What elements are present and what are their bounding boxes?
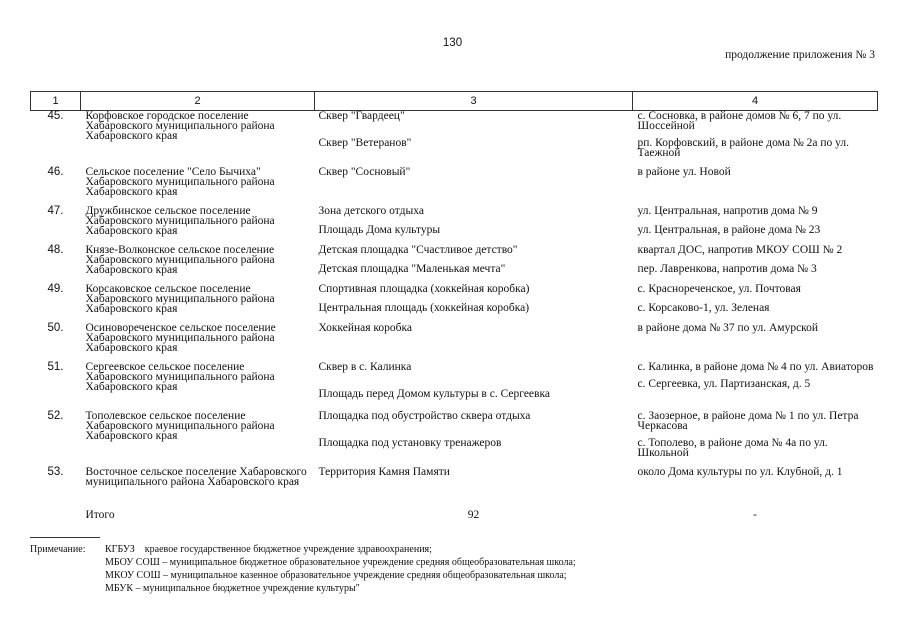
note-item: КГБУЗ краевое государственное бюджетное учреждение здравоохранения; [105,544,432,555]
address-cell [633,245,878,284]
settlement-name: Дружбинское сельское поселение Хабаровского муниципального района Хабаровского края [85,204,275,237]
object-cell [315,245,633,284]
object-name: Детская площадка "Счастливое детство" [318,243,518,256]
object-address: квартал ДОС, напротив МКОУ СОШ № 2 [637,243,843,256]
row-number: 51. [47,360,64,373]
object-address: ул. Центральная, в районе дома № 23 [637,223,821,236]
object-name: Площадка под обустройство сквера отдыха [318,409,531,422]
continuation-label: продолжение приложения № 3 [725,49,875,61]
object-address: с. Заозерное, в районе дома № 1 по ул. Петра Черкасова [637,409,859,432]
object-address: в районе дома № 37 по ул. Амурской [637,321,819,334]
table-row [31,111,878,167]
object-name: Центральная площадь (хоккейная коробка) [318,301,530,314]
object-name: Сквер "Гвардеец" [318,110,405,122]
note-item: МБУК – муниципальное бюджетное учреждение культуры" [105,583,360,594]
address-cell [633,111,878,167]
settlement-name: Сельское поселение "Село Бычиха" Хабаровского муниципального района Хабаровского края [85,165,275,198]
object-cell [315,167,633,206]
row-number: 50. [47,321,64,334]
row-number: 49. [47,282,64,295]
object-cell [315,362,633,411]
object-address: с. Тополево, в районе дома № 4а по ул. Школьной [637,436,828,459]
table-row [31,167,878,206]
row-number: 52. [47,409,64,422]
object-cell [315,284,633,323]
total-dash: - [753,508,757,521]
table-header-row [31,92,878,111]
object-name: Детская площадка "Маленькая мечта" [318,262,506,275]
object-address: пер. Лавренкова, напротив дома № 3 [637,262,817,275]
address-cell [633,362,878,411]
table-row [31,206,878,245]
object-cell [315,323,633,362]
address-cell [633,167,878,206]
object-name: Территория Камня Памяти [318,465,450,478]
notes-label: Примечание: [30,544,86,555]
object-name: Спортивная площадка (хоккейная коробка) [318,282,530,295]
object-address: с. Сергеевка, ул. Партизанская, д. 5 [637,377,811,390]
row-number: 47. [47,204,64,217]
object-name: Площадь перед Домом культуры в с. Сергеевка [318,387,550,400]
settlement-name: Тополевское сельское поселение Хабаровского муниципального района Хабаровского края [85,409,275,442]
address-cell [633,284,878,323]
object-address: с. Калинка, в районе дома № 4 по ул. Авиаторов [637,360,874,373]
objects-table [30,91,877,526]
column-header: 3 [315,92,633,111]
object-address: в районе ул. Новой [637,165,731,178]
table-row [31,467,878,506]
table-row [31,284,878,323]
settlement-name: Сергеевское сельское поселение Хабаровского муниципального района Хабаровского края [85,360,275,393]
object-address: рп. Корфовский, в районе дома № 2а по ул. Таежной [637,137,850,159]
total-row [31,506,878,526]
row-number: 53. [47,465,64,478]
object-name: Хоккейная коробка [318,321,413,334]
address-cell [633,467,878,506]
notes-list [105,543,576,595]
total-count: 92 [467,508,480,521]
address-cell [633,206,878,245]
object-name: Сквер "Ветеранов" [318,137,412,149]
object-name: Сквер "Сосновый" [318,165,411,178]
settlement-name: Восточное сельское поселение Хабаровского муниципального района Хабаровского края [85,465,307,488]
object-address: ул. Центральная, напротив дома № 9 [637,204,818,217]
table-row [31,411,878,467]
settlement-name: Князе-Волконское сельское поселение Хабаровского муниципального района Хабаровского края [85,243,275,276]
object-address: с. Краснореченское, ул. Почтовая [637,282,801,295]
total-label: Итого [85,508,115,521]
object-cell [315,411,633,467]
table-row [31,245,878,284]
column-header: 4 [633,92,878,111]
row-number: 48. [47,243,64,256]
object-name: Площадка под установку тренажеров [318,436,502,449]
row-number: 46. [47,165,64,178]
object-cell [315,111,633,167]
object-address: с. Корсаково-1, ул. Зеленая [637,301,770,314]
object-cell [315,206,633,245]
column-header: 1 [31,92,81,111]
column-header: 2 [81,92,315,111]
page-number: 130 [442,37,463,49]
row-number: 45. [47,110,64,122]
object-name: Площадь Дома культуры [318,223,441,236]
object-address: около Дома культуры по ул. Клубной, д. 1 [637,465,843,478]
settlement-name: Корфовское городское поселение Хабаровского муниципального района Хабаровского края [85,110,275,142]
table-row [31,323,878,362]
note-item: МКОУ СОШ – муниципальное казенное образовательное учреждение средняя общеобразовательная школа; [105,570,567,581]
settlement-name: Корсаковское сельское поселение Хабаровского муниципального района Хабаровского края [85,282,275,315]
object-address: с. Сосновка, в районе домов № 6, 7 по ул. Шоссейной [637,110,842,132]
address-cell [633,323,878,362]
note-item: МБОУ СОШ – муниципальное бюджетное образовательное учреждение средняя общеобразовательная школа; [105,557,576,568]
object-name: Сквер в с. Калинка [318,360,412,373]
object-name: Зона детского отдыха [318,204,424,217]
table-row [31,362,878,411]
address-cell [633,411,878,467]
object-cell [315,467,633,506]
footnote-divider [30,537,100,538]
settlement-name: Осиновореченское сельское поселение Хабаровского муниципального района Хабаровского края [85,321,276,354]
